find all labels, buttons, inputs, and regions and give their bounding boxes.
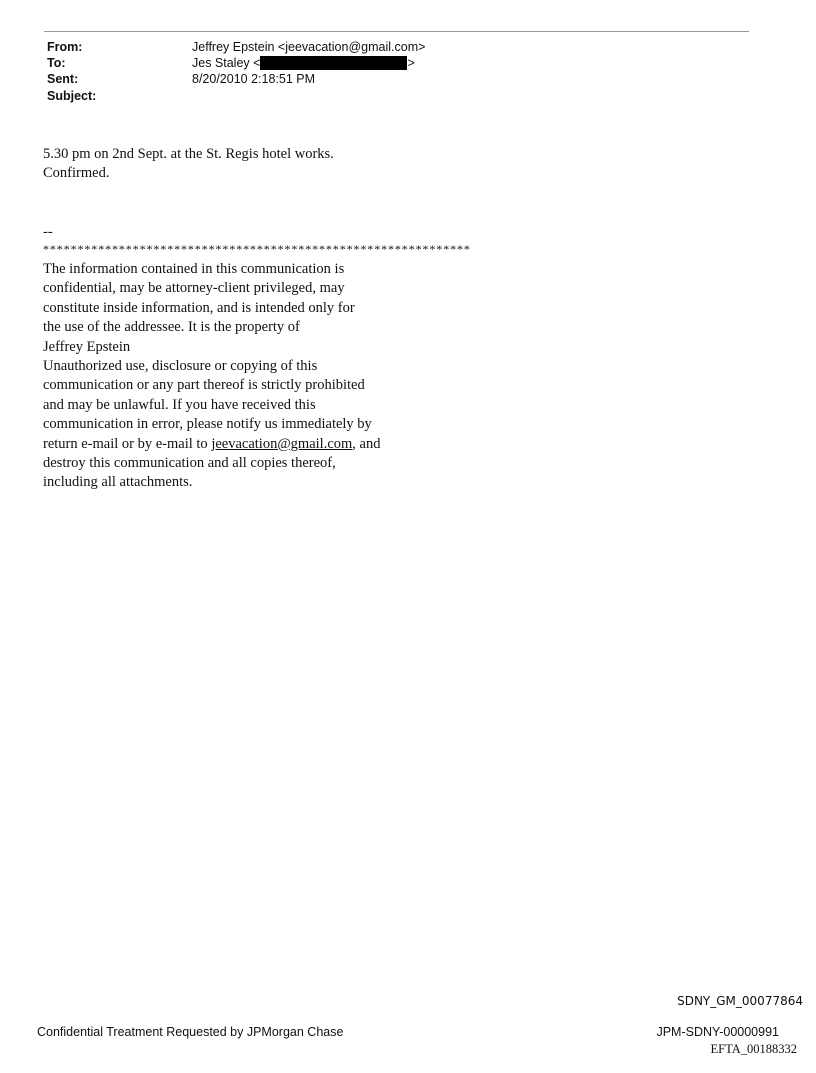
from-value: Jeffrey Epstein <jeevacation@gmail.com> xyxy=(192,40,426,54)
to-label: To: xyxy=(47,56,66,70)
to-value xyxy=(192,56,415,70)
disclaimer-line: the use of the addressee. It is the property of xyxy=(43,319,300,336)
sent-label: Sent: xyxy=(47,72,79,86)
disclaimer-line: The information contained in this communication is xyxy=(43,261,345,277)
disclaimer-line: confidential, may be attorney-client privileged, may xyxy=(43,280,345,297)
confidential-notice: Confidential Treatment Requested by JPMorgan Chase xyxy=(37,1025,344,1039)
disclaimer-line: communication or any part thereof is strictly prohibited xyxy=(43,377,365,394)
bates-number-sdny: SDNY_GM_00077864 xyxy=(677,994,803,1008)
signature-separator: -- xyxy=(43,224,53,240)
disclaimer-text: , and xyxy=(352,435,381,452)
disclaimer-text: return e-mail or by e-mail to xyxy=(43,435,212,452)
to-name: Jes Staley < xyxy=(192,56,261,70)
disclaimer-line: constitute inside information, and is intended only for xyxy=(43,299,355,316)
subject-label: Subject: xyxy=(47,89,97,103)
message-body xyxy=(43,145,334,184)
disclaimer-line: Unauthorized use, disclosure or copying of this xyxy=(43,358,318,375)
redaction-block xyxy=(260,56,407,70)
disclaimer xyxy=(43,260,380,493)
disclaimer-line: communication in error, please notify us immediately by xyxy=(43,416,372,433)
body-line: Confirmed. xyxy=(43,165,110,182)
from-label: From: xyxy=(47,40,83,54)
disclaimer-line: destroy this communication and all copies thereof, xyxy=(43,455,336,472)
disclaimer-line: including all attachments. xyxy=(43,474,193,491)
header-divider xyxy=(44,31,749,32)
bates-number-efta: EFTA_00188332 xyxy=(710,1042,797,1056)
signature-stars: ************************************************************** xyxy=(43,242,471,256)
sent-value: 8/20/2010 2:18:51 PM xyxy=(192,72,316,86)
disclaimer-line xyxy=(43,435,380,454)
disclaimer-line: Jeffrey Epstein xyxy=(43,338,131,355)
email-link[interactable]: jeevacation@gmail.com xyxy=(211,435,353,452)
bates-number-jpm: JPM-SDNY-00000991 xyxy=(656,1025,779,1039)
disclaimer-line: and may be unlawful. If you have received this xyxy=(43,396,316,413)
to-close: > xyxy=(407,56,415,70)
body-line: 5.30 pm on 2nd Sept. at the St. Regis hotel works. xyxy=(43,146,334,162)
